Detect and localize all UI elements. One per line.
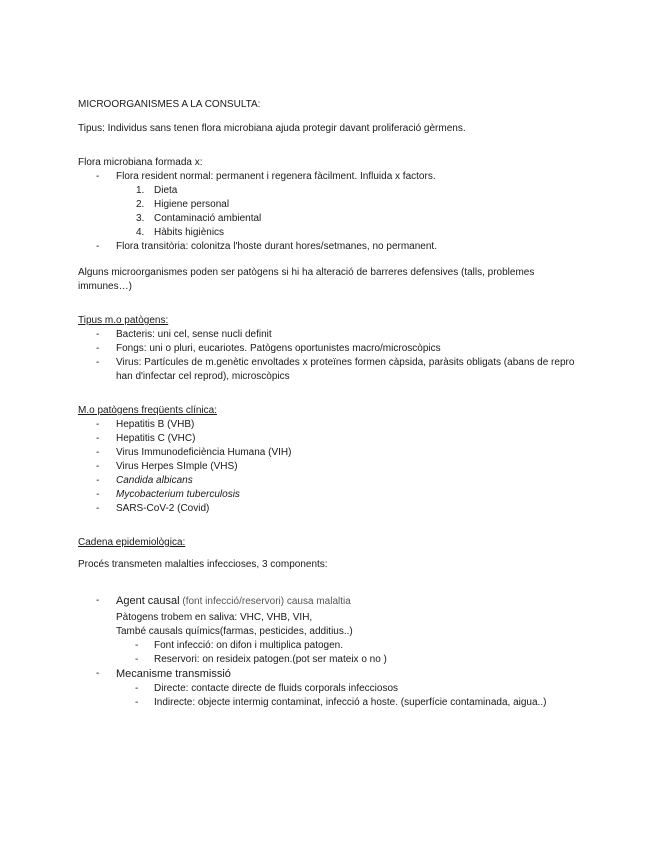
agent-causal-detail: (font infecció/reservori) causa malaltia [182, 596, 351, 607]
list-item: - Hepatitis C (VHC) [78, 432, 578, 446]
list-item: - SARS-CoV-2 (Covid) [78, 502, 578, 516]
flora-resident-text: Flora resident normal: permanent i regenera fàcilment. Influida x factors. [116, 171, 436, 182]
mecanisme-label: Mecanisme transmissió [116, 668, 231, 680]
flora-resident-item [78, 170, 578, 240]
agent-causal-label: Agent causal [116, 595, 180, 607]
list-item: - Reservori: on resideix patogen.(pot ser mateix o no ) [78, 653, 578, 667]
list-item: - Fongs: uni o pluri, eucariotes. Patògens oportunistes macro/microscòpics [78, 342, 578, 356]
list-item: - Virus: Partícules de m.genètic envoltades x proteïnes formen càpsida, paràsits obligats (abans de repro han d'infectar cel reprod), microscòpics [78, 356, 578, 384]
frequents-list [78, 418, 578, 516]
agent-causal-line2: Pàtogens trobem en saliva: VHC, VHB, VIH, [116, 612, 313, 623]
list-item: - Directe: contacte directe de fluids corporals infecciosos [78, 682, 578, 696]
factor-item: 3. Contaminació ambiental [136, 213, 262, 224]
mecanisme-sublist [78, 682, 578, 710]
factor-item: 1. Dieta [136, 185, 178, 196]
mecanisme-item [78, 667, 578, 710]
agent-causal-line3: També causals químics(farmas, pesticides, additius..) [116, 626, 353, 637]
document-title: MICROORGANISMES A LA CONSULTA: [78, 99, 261, 110]
cadena-list [78, 594, 578, 710]
factor-item: 2. Higiene personal [136, 199, 230, 210]
list-item: - Virus Herpes SImple (VHS) [78, 460, 578, 474]
flora-transitoria-item: - Flora transitòria: colonitza l'hoste durant hores/setmanes, no permanent. [78, 240, 578, 254]
agent-causal-item [78, 594, 578, 667]
proces-paragraph: Procés transmeten malalties infeccioses, 3 components: [78, 559, 328, 570]
list-item: - Candida albicans [78, 474, 578, 488]
tipus-paragraph: Tipus: Individus sans tenen flora microbiana ajuda protegir davant proliferació gèrmens. [78, 123, 466, 134]
document-page [78, 98, 578, 710]
list-item: - Bacteris: uni cel, sense nucli definit [78, 328, 578, 342]
alguns-paragraph: Alguns microorganismes poden ser patògens si hi ha alteració de barreres defensives (talls, problemes immunes…) [78, 267, 535, 292]
flora-heading: Flora microbiana formada x: [78, 157, 203, 168]
factors-list [78, 184, 578, 240]
factor-item: 4. Hàbits higiènics [136, 227, 225, 238]
list-item: - Indirecte: objecte intermig contaminat, infecció a hoste. (superfície contaminada, aigua..) [78, 696, 578, 710]
tipus-mo-list [78, 328, 578, 384]
agent-causal-sublist [78, 639, 578, 667]
frequents-heading: M.o patògens freqüents clínica: [78, 405, 217, 416]
list-item: - Virus Immunodeficiència Humana (VIH) [78, 446, 578, 460]
list-item: - Mycobacterium tuberculosis [78, 488, 578, 502]
list-item: - Font infecció: on difon i multiplica patogen. [78, 639, 578, 653]
tipus-mo-heading: Tipus m.o patògens: [78, 315, 169, 326]
cadena-heading: Cadena epidemiològica: [78, 537, 186, 548]
flora-list [78, 170, 578, 254]
list-item: - Hepatitis B (VHB) [78, 418, 578, 432]
